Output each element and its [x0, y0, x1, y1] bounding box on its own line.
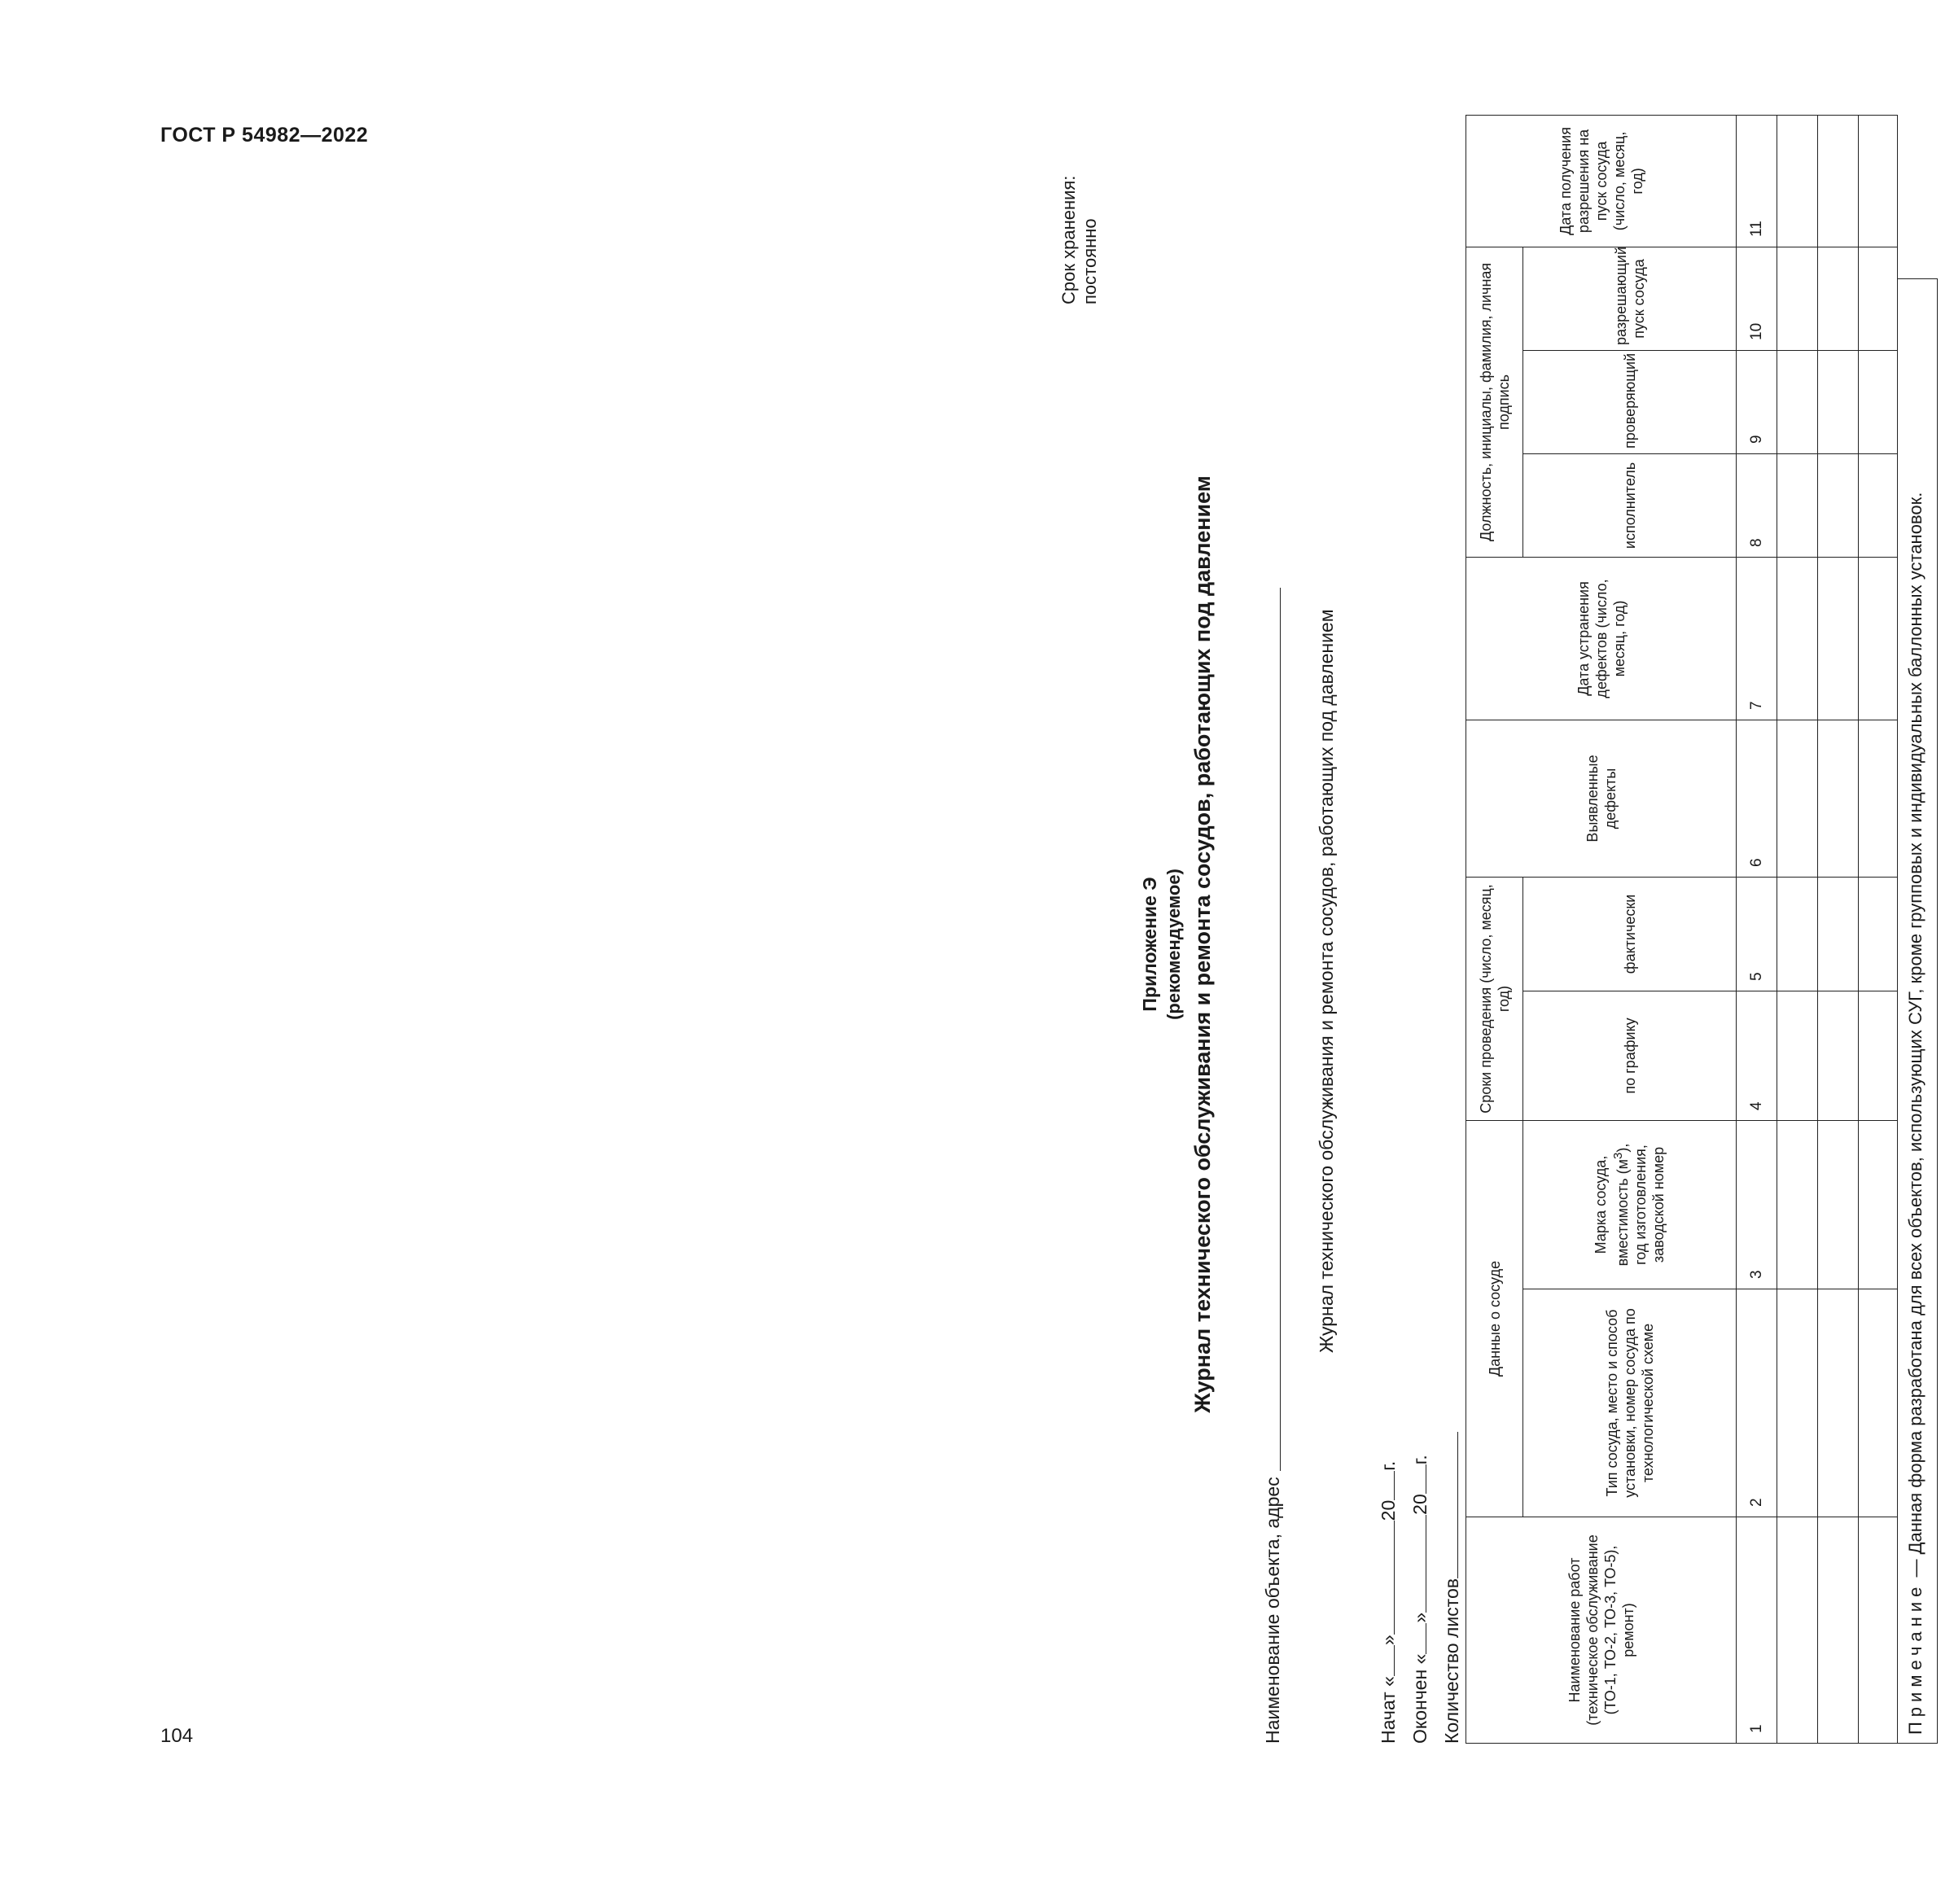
col-number: 9 [1737, 350, 1777, 453]
table-cell[interactable] [1777, 1120, 1818, 1289]
col7-header: Дата устранения дефектов (число, месяц, год) [1466, 557, 1737, 720]
table-cell[interactable] [1818, 557, 1859, 720]
table-cell[interactable] [1777, 720, 1818, 877]
table-cell[interactable] [1777, 453, 1818, 557]
start-year-line[interactable] [1394, 1471, 1395, 1500]
table-cell[interactable] [1777, 115, 1818, 247]
table-cell[interactable] [1777, 1289, 1818, 1517]
table-cell[interactable] [1777, 350, 1818, 453]
col10-header: разрешающий пуск сосуда [1523, 247, 1737, 350]
rotated-form [1058, 127, 1954, 1744]
appendix-title: Приложение Э [1139, 877, 1160, 1012]
column-numbers-row [1737, 115, 1777, 1743]
table-cell[interactable] [1859, 350, 1898, 453]
storage-period [1058, 150, 1101, 304]
start-month-line[interactable] [1394, 1521, 1395, 1635]
note-body: — Данная форма разработана для всех объектов, использующих СУГ, кроме групповых и индивидуальных баллонных установок. [1905, 492, 1926, 1582]
table-cell[interactable] [1859, 991, 1898, 1120]
col3-line2-end: ), [1614, 1143, 1631, 1153]
col-number: 6 [1737, 720, 1777, 877]
sheets-field [1441, 1432, 1463, 1744]
table-note [1897, 278, 1938, 1744]
note-text [1905, 492, 1926, 1735]
storage-label: Срок хранения: [1058, 175, 1079, 304]
col-number: 3 [1737, 1120, 1777, 1289]
journal-caption: Журнал технического обслуживания и ремонта сосудов, работающих под давлением [1316, 609, 1337, 1353]
standard-header: ГОСТ Р 54982—2022 [160, 124, 369, 147]
page-number: 104 [160, 1725, 194, 1747]
table-cell[interactable] [1818, 350, 1859, 453]
object-address-label: Наименование объекта, адрес [1262, 1477, 1283, 1744]
note-label: Примечание [1905, 1582, 1926, 1735]
table-row [1777, 115, 1818, 1743]
col-number: 11 [1737, 115, 1777, 247]
terms-group-header: Сроки проведения (число, месяц, год) [1466, 877, 1523, 1120]
table-cell[interactable] [1777, 1517, 1818, 1744]
col8-header: исполнитель [1523, 453, 1737, 557]
col3-sup: 3 [1611, 1152, 1625, 1159]
table-cell[interactable] [1818, 1120, 1859, 1289]
sheets-line[interactable] [1457, 1432, 1458, 1578]
table-header-row-1 [1466, 115, 1523, 1743]
start-quote: » [1378, 1635, 1399, 1646]
end-prefix: Окончен « [1409, 1653, 1430, 1744]
table-cell[interactable] [1859, 557, 1898, 720]
table-cell[interactable] [1859, 453, 1898, 557]
table-row [1818, 115, 1859, 1743]
start-year-prefix: 20 [1378, 1499, 1399, 1521]
table-cell[interactable] [1818, 1289, 1859, 1517]
table-header-row-2 [1523, 115, 1737, 1743]
table-cell[interactable] [1859, 1517, 1898, 1744]
col6-header: Выявленные дефекты [1466, 720, 1737, 877]
end-year-suffix: г. [1409, 1455, 1430, 1465]
form-title: Журнал технического обслуживания и ремонта сосудов, работающих под давлением [1190, 475, 1215, 1413]
col1-header: Наименование работ (техническое обслуживание (ТО-1, ТО-2, ТО-3, ТО-5), ремонт) [1466, 1517, 1737, 1744]
table-cell[interactable] [1777, 557, 1818, 720]
col-number: 10 [1737, 247, 1777, 350]
sheets-label: Количество листов [1441, 1578, 1462, 1744]
col-number: 7 [1737, 557, 1777, 720]
table-cell[interactable] [1859, 877, 1898, 991]
col-number: 4 [1737, 991, 1777, 1120]
object-address-line[interactable] [1280, 588, 1281, 1471]
col4-header: по графику [1523, 991, 1737, 1120]
table-cell[interactable] [1818, 877, 1859, 991]
table-cell[interactable] [1818, 720, 1859, 877]
table-cell[interactable] [1859, 1289, 1898, 1517]
table-cell[interactable] [1859, 720, 1898, 877]
col3-line1: Марка сосуда, [1593, 1155, 1609, 1254]
col3-line3: год изготовления, [1632, 1145, 1649, 1265]
col5-header: фактически [1523, 877, 1737, 991]
table-cell[interactable] [1777, 247, 1818, 350]
start-date-field [1378, 1461, 1400, 1744]
table-row [1859, 115, 1898, 1743]
vessel-group-header: Данные о сосуде [1466, 1120, 1523, 1517]
table-cell[interactable] [1859, 115, 1898, 247]
table-cell[interactable] [1859, 247, 1898, 350]
table-cell[interactable] [1777, 877, 1818, 991]
end-year-prefix: 20 [1409, 1494, 1430, 1515]
table-cell[interactable] [1818, 115, 1859, 247]
table-cell[interactable] [1818, 1517, 1859, 1744]
start-year-suffix: г. [1378, 1460, 1399, 1471]
table-cell[interactable] [1777, 991, 1818, 1120]
col11-header: Дата получения разрешения на пуск сосуда (число, месяц, год) [1466, 115, 1737, 247]
col-number: 8 [1737, 453, 1777, 557]
col3-line4: заводской номер [1650, 1146, 1667, 1263]
end-date-field [1409, 1455, 1431, 1744]
col9-header: проверяющий [1523, 350, 1737, 453]
col-number: 1 [1737, 1517, 1777, 1744]
col2-header: Тип сосуда, место и способ установки, номер сосуда по технологической схеме [1523, 1289, 1737, 1517]
start-day-line[interactable] [1394, 1645, 1395, 1676]
journal-table [1466, 115, 1898, 1744]
persons-group-header: Должность, инициалы, фамилия, личная подпись [1466, 247, 1523, 557]
appendix-subtitle: (рекомендуемое) [1163, 869, 1184, 1020]
table-cell[interactable] [1859, 1120, 1898, 1289]
table-cell[interactable] [1818, 247, 1859, 350]
col-number: 2 [1737, 1289, 1777, 1517]
col3-header [1523, 1120, 1737, 1289]
table-cell[interactable] [1818, 453, 1859, 557]
start-prefix: Начат « [1378, 1676, 1399, 1744]
storage-value: постоянно [1080, 218, 1100, 304]
col3-line2: вместимость (м [1614, 1158, 1631, 1267]
end-quote: » [1409, 1612, 1430, 1623]
table-cell[interactable] [1818, 991, 1859, 1120]
col-number: 5 [1737, 877, 1777, 991]
